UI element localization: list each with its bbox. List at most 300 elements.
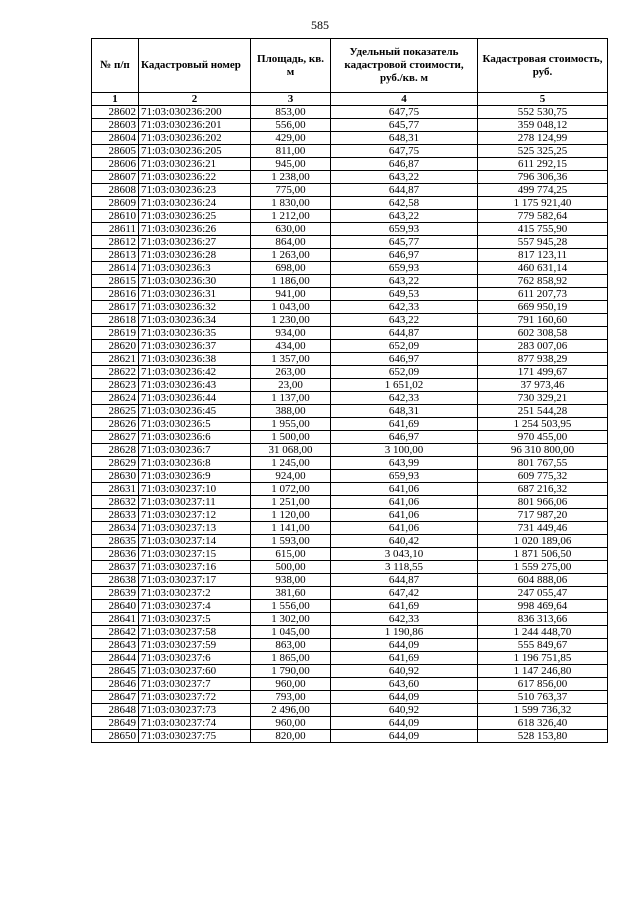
area-cell: 1 238,00 (251, 171, 331, 184)
area-cell: 853,00 (251, 106, 331, 119)
header-row (92, 39, 608, 93)
cadastral-number-cell: 71:03:030236:6 (139, 431, 251, 444)
area-cell: 1 830,00 (251, 197, 331, 210)
row-number-cell: 28620 (92, 340, 139, 353)
cadastral-number-cell: 71:03:030236:9 (139, 470, 251, 483)
area-cell: 924,00 (251, 470, 331, 483)
header-row-number: № п/п (92, 39, 139, 93)
cadastral-value-cell: 604 888,06 (478, 574, 608, 587)
cadastral-value-cell: 251 544,28 (478, 405, 608, 418)
unit-value-cell: 643,22 (331, 314, 478, 327)
area-cell: 960,00 (251, 678, 331, 691)
table-row (92, 717, 608, 730)
table-header (92, 39, 608, 106)
table-row (92, 548, 608, 561)
area-cell: 1 212,00 (251, 210, 331, 223)
cadastral-number-cell: 71:03:030236:21 (139, 158, 251, 171)
table-row (92, 288, 608, 301)
table-row (92, 574, 608, 587)
cadastral-value-cell: 611 292,15 (478, 158, 608, 171)
area-cell: 1 043,00 (251, 301, 331, 314)
cadastral-value-cell: 1 559 275,00 (478, 561, 608, 574)
cadastral-value-cell: 970 455,00 (478, 431, 608, 444)
row-number-cell: 28621 (92, 353, 139, 366)
cadastral-value-cell: 528 153,80 (478, 730, 608, 743)
row-number-cell: 28644 (92, 652, 139, 665)
header-cadastral-number: Кадастровый номер (139, 39, 251, 93)
cadastral-number-cell: 71:03:030237:12 (139, 509, 251, 522)
area-cell: 434,00 (251, 340, 331, 353)
table-row (92, 210, 608, 223)
table-row (92, 106, 608, 119)
unit-value-cell: 641,06 (331, 522, 478, 535)
cadastral-value-cell: 877 938,29 (478, 353, 608, 366)
unit-value-cell: 641,69 (331, 652, 478, 665)
table-row (92, 301, 608, 314)
table-row (92, 535, 608, 548)
unit-value-cell: 643,99 (331, 457, 478, 470)
area-cell: 775,00 (251, 184, 331, 197)
cadastral-value-cell: 278 124,99 (478, 132, 608, 145)
cadastral-value-cell: 555 849,67 (478, 639, 608, 652)
unit-value-cell: 648,31 (331, 132, 478, 145)
cadastral-number-cell: 71:03:030237:59 (139, 639, 251, 652)
column-number: 5 (478, 93, 608, 106)
table-row (92, 704, 608, 717)
area-cell: 1 141,00 (251, 522, 331, 535)
table-row (92, 379, 608, 392)
row-number-cell: 28632 (92, 496, 139, 509)
cadastral-value-cell: 817 123,11 (478, 249, 608, 262)
row-number-cell: 28606 (92, 158, 139, 171)
unit-value-cell: 644,09 (331, 691, 478, 704)
area-cell: 793,00 (251, 691, 331, 704)
cadastral-number-cell: 71:03:030237:15 (139, 548, 251, 561)
unit-value-cell: 659,93 (331, 223, 478, 236)
row-number-cell: 28602 (92, 106, 139, 119)
area-cell: 1 790,00 (251, 665, 331, 678)
row-number-cell: 28646 (92, 678, 139, 691)
header-cadastral-value: Кадастровая стоимость, руб. (478, 39, 608, 93)
cadastral-number-cell: 71:03:030236:3 (139, 262, 251, 275)
cadastral-number-cell: 71:03:030236:37 (139, 340, 251, 353)
area-cell: 1 186,00 (251, 275, 331, 288)
column-number: 1 (92, 93, 139, 106)
table-row (92, 171, 608, 184)
row-number-cell: 28641 (92, 613, 139, 626)
unit-value-cell: 646,97 (331, 353, 478, 366)
row-number-cell: 28616 (92, 288, 139, 301)
cadastral-value-cell: 1 599 736,32 (478, 704, 608, 717)
cadastral-value-cell: 618 326,40 (478, 717, 608, 730)
cadastral-number-cell: 71:03:030237:13 (139, 522, 251, 535)
row-number-cell: 28635 (92, 535, 139, 548)
area-cell: 1 245,00 (251, 457, 331, 470)
table-row (92, 197, 608, 210)
cadastral-value-cell: 525 325,25 (478, 145, 608, 158)
table-row (92, 561, 608, 574)
area-cell: 429,00 (251, 132, 331, 145)
cadastral-value-cell: 731 449,46 (478, 522, 608, 535)
unit-value-cell: 652,09 (331, 340, 478, 353)
unit-value-cell: 652,09 (331, 366, 478, 379)
cadastral-number-cell: 71:03:030237:58 (139, 626, 251, 639)
area-cell: 23,00 (251, 379, 331, 392)
cadastral-number-cell: 71:03:030236:205 (139, 145, 251, 158)
unit-value-cell: 643,22 (331, 210, 478, 223)
row-number-cell: 28619 (92, 327, 139, 340)
header-unit-value: Удельный показатель кадастровой стоимости, руб./кв. м (331, 39, 478, 93)
row-number-cell: 28631 (92, 483, 139, 496)
area-cell: 698,00 (251, 262, 331, 275)
cadastral-value-cell: 801 767,55 (478, 457, 608, 470)
row-number-cell: 28624 (92, 392, 139, 405)
table-row (92, 223, 608, 236)
cadastral-number-cell: 71:03:030236:8 (139, 457, 251, 470)
row-number-cell: 28618 (92, 314, 139, 327)
table-row (92, 730, 608, 743)
cadastral-number-cell: 71:03:030237:11 (139, 496, 251, 509)
cadastral-value-cell: 96 310 800,00 (478, 444, 608, 457)
cadastral-number-cell: 71:03:030236:35 (139, 327, 251, 340)
unit-value-cell: 642,33 (331, 613, 478, 626)
unit-value-cell: 640,92 (331, 665, 478, 678)
area-cell: 1 120,00 (251, 509, 331, 522)
cadastral-value-cell: 602 308,58 (478, 327, 608, 340)
cadastral-number-cell: 71:03:030237:6 (139, 652, 251, 665)
row-number-cell: 28647 (92, 691, 139, 704)
cadastral-number-cell: 71:03:030236:7 (139, 444, 251, 457)
table-row (92, 327, 608, 340)
cadastral-number-cell: 71:03:030236:28 (139, 249, 251, 262)
cadastral-value-cell: 171 499,67 (478, 366, 608, 379)
cadastral-value-cell: 499 774,25 (478, 184, 608, 197)
cadastral-value-cell: 796 306,36 (478, 171, 608, 184)
area-cell: 960,00 (251, 717, 331, 730)
area-cell: 863,00 (251, 639, 331, 652)
unit-value-cell: 641,69 (331, 600, 478, 613)
table-body (92, 106, 608, 743)
cadastral-number-cell: 71:03:030237:75 (139, 730, 251, 743)
row-number-cell: 28649 (92, 717, 139, 730)
cadastral-value-table (91, 38, 608, 743)
unit-value-cell: 3 043,10 (331, 548, 478, 561)
cadastral-value-cell: 552 530,75 (478, 106, 608, 119)
unit-value-cell: 644,09 (331, 639, 478, 652)
table-row (92, 158, 608, 171)
column-number: 4 (331, 93, 478, 106)
row-number-cell: 28640 (92, 600, 139, 613)
unit-value-cell: 640,42 (331, 535, 478, 548)
header-area: Площадь, кв. м (251, 39, 331, 93)
table-row (92, 496, 608, 509)
row-number-cell: 28611 (92, 223, 139, 236)
area-cell: 1 251,00 (251, 496, 331, 509)
cadastral-number-cell: 71:03:030236:25 (139, 210, 251, 223)
cadastral-number-cell: 71:03:030236:23 (139, 184, 251, 197)
cadastral-value-cell: 801 966,06 (478, 496, 608, 509)
area-cell: 945,00 (251, 158, 331, 171)
cadastral-number-cell: 71:03:030236:5 (139, 418, 251, 431)
row-number-cell: 28625 (92, 405, 139, 418)
table-row (92, 353, 608, 366)
cadastral-number-cell: 71:03:030236:200 (139, 106, 251, 119)
row-number-cell: 28645 (92, 665, 139, 678)
table-row (92, 275, 608, 288)
unit-value-cell: 646,97 (331, 249, 478, 262)
cadastral-value-cell: 791 160,60 (478, 314, 608, 327)
column-number: 3 (251, 93, 331, 106)
unit-value-cell: 642,58 (331, 197, 478, 210)
cadastral-number-cell: 71:03:030236:32 (139, 301, 251, 314)
unit-value-cell: 647,42 (331, 587, 478, 600)
cadastral-number-cell: 71:03:030236:201 (139, 119, 251, 132)
cadastral-value-cell: 1 175 921,40 (478, 197, 608, 210)
area-cell: 934,00 (251, 327, 331, 340)
row-number-cell: 28628 (92, 444, 139, 457)
cadastral-value-cell: 1 871 506,50 (478, 548, 608, 561)
area-cell: 630,00 (251, 223, 331, 236)
row-number-cell: 28629 (92, 457, 139, 470)
table-row (92, 678, 608, 691)
area-cell: 938,00 (251, 574, 331, 587)
unit-value-cell: 659,93 (331, 470, 478, 483)
area-cell: 556,00 (251, 119, 331, 132)
row-number-cell: 28603 (92, 119, 139, 132)
table-row (92, 431, 608, 444)
unit-value-cell: 645,77 (331, 236, 478, 249)
cadastral-number-cell: 71:03:030236:24 (139, 197, 251, 210)
cadastral-value-cell: 37 973,46 (478, 379, 608, 392)
cadastral-value-cell: 730 329,21 (478, 392, 608, 405)
cadastral-number-cell: 71:03:030236:38 (139, 353, 251, 366)
area-cell: 1 593,00 (251, 535, 331, 548)
area-cell: 1 230,00 (251, 314, 331, 327)
row-number-cell: 28609 (92, 197, 139, 210)
cadastral-value-cell: 557 945,28 (478, 236, 608, 249)
cadastral-value-cell: 669 950,19 (478, 301, 608, 314)
cadastral-value-cell: 609 775,32 (478, 470, 608, 483)
cadastral-number-cell: 71:03:030237:73 (139, 704, 251, 717)
cadastral-number-cell: 71:03:030237:5 (139, 613, 251, 626)
row-number-cell: 28613 (92, 249, 139, 262)
table-row (92, 314, 608, 327)
row-number-cell: 28608 (92, 184, 139, 197)
area-cell: 31 068,00 (251, 444, 331, 457)
unit-value-cell: 641,69 (331, 418, 478, 431)
unit-value-cell: 640,92 (331, 704, 478, 717)
cadastral-value-cell: 998 469,64 (478, 600, 608, 613)
column-number: 2 (139, 93, 251, 106)
cadastral-number-cell: 71:03:030236:42 (139, 366, 251, 379)
area-cell: 820,00 (251, 730, 331, 743)
table-row (92, 522, 608, 535)
row-number-cell: 28643 (92, 639, 139, 652)
row-number-cell: 28642 (92, 626, 139, 639)
row-number-cell: 28607 (92, 171, 139, 184)
unit-value-cell: 643,22 (331, 275, 478, 288)
cadastral-value-cell: 836 313,66 (478, 613, 608, 626)
cadastral-number-cell: 71:03:030236:30 (139, 275, 251, 288)
area-cell: 2 496,00 (251, 704, 331, 717)
table-row (92, 236, 608, 249)
cadastral-number-cell: 71:03:030237:72 (139, 691, 251, 704)
unit-value-cell: 644,87 (331, 327, 478, 340)
area-cell: 263,00 (251, 366, 331, 379)
area-cell: 381,60 (251, 587, 331, 600)
table-row (92, 145, 608, 158)
unit-value-cell: 644,09 (331, 730, 478, 743)
area-cell: 1 137,00 (251, 392, 331, 405)
unit-value-cell: 645,77 (331, 119, 478, 132)
table-row (92, 457, 608, 470)
page-number: 585 (311, 18, 329, 32)
cadastral-value-cell: 1 254 503,95 (478, 418, 608, 431)
row-number-cell: 28617 (92, 301, 139, 314)
row-number-cell: 28622 (92, 366, 139, 379)
cadastral-number-cell: 71:03:030236:43 (139, 379, 251, 392)
table-row (92, 665, 608, 678)
area-cell: 1 556,00 (251, 600, 331, 613)
area-cell: 1 865,00 (251, 652, 331, 665)
area-cell: 864,00 (251, 236, 331, 249)
row-number-cell: 28637 (92, 561, 139, 574)
area-cell: 1 072,00 (251, 483, 331, 496)
table-row (92, 626, 608, 639)
area-cell: 941,00 (251, 288, 331, 301)
table-row (92, 444, 608, 457)
cadastral-number-cell: 71:03:030237:10 (139, 483, 251, 496)
cadastral-number-cell: 71:03:030236:44 (139, 392, 251, 405)
cadastral-number-cell: 71:03:030237:16 (139, 561, 251, 574)
cadastral-value-cell: 1 020 189,06 (478, 535, 608, 548)
unit-value-cell: 646,97 (331, 431, 478, 444)
unit-value-cell: 641,06 (331, 509, 478, 522)
table-row (92, 249, 608, 262)
row-number-cell: 28639 (92, 587, 139, 600)
unit-value-cell: 641,06 (331, 483, 478, 496)
cadastral-number-cell: 71:03:030236:202 (139, 132, 251, 145)
cadastral-number-cell: 71:03:030237:7 (139, 678, 251, 691)
table-row (92, 509, 608, 522)
cadastral-number-cell: 71:03:030236:31 (139, 288, 251, 301)
unit-value-cell: 3 100,00 (331, 444, 478, 457)
unit-value-cell: 642,33 (331, 301, 478, 314)
row-number-cell: 28614 (92, 262, 139, 275)
unit-value-cell: 646,87 (331, 158, 478, 171)
area-cell: 1 500,00 (251, 431, 331, 444)
table-row (92, 600, 608, 613)
table-row (92, 340, 608, 353)
cadastral-value-cell: 415 755,90 (478, 223, 608, 236)
unit-value-cell: 3 118,55 (331, 561, 478, 574)
cadastral-number-cell: 71:03:030237:14 (139, 535, 251, 548)
unit-value-cell: 644,87 (331, 184, 478, 197)
table-row (92, 639, 608, 652)
cadastral-value-cell: 1 244 448,70 (478, 626, 608, 639)
row-number-cell: 28650 (92, 730, 139, 743)
area-cell: 615,00 (251, 548, 331, 561)
table-row (92, 470, 608, 483)
unit-value-cell: 659,93 (331, 262, 478, 275)
area-cell: 1 357,00 (251, 353, 331, 366)
area-cell: 500,00 (251, 561, 331, 574)
row-number-cell: 28648 (92, 704, 139, 717)
unit-value-cell: 641,06 (331, 496, 478, 509)
row-number-cell: 28634 (92, 522, 139, 535)
table-row (92, 587, 608, 600)
row-number-cell: 28633 (92, 509, 139, 522)
unit-value-cell: 647,75 (331, 106, 478, 119)
cadastral-number-cell: 71:03:030237:60 (139, 665, 251, 678)
cadastral-value-cell: 247 055,47 (478, 587, 608, 600)
cadastral-value-cell: 779 582,64 (478, 210, 608, 223)
cadastral-number-cell: 71:03:030237:17 (139, 574, 251, 587)
table-row (92, 119, 608, 132)
cadastral-value-cell: 510 763,37 (478, 691, 608, 704)
row-number-cell: 28610 (92, 210, 139, 223)
cadastral-number-cell: 71:03:030236:34 (139, 314, 251, 327)
cadastral-value-cell: 617 856,00 (478, 678, 608, 691)
unit-value-cell: 644,87 (331, 574, 478, 587)
row-number-cell: 28615 (92, 275, 139, 288)
row-number-cell: 28626 (92, 418, 139, 431)
cadastral-value-cell: 762 858,92 (478, 275, 608, 288)
cadastral-value-cell: 611 207,73 (478, 288, 608, 301)
row-number-cell: 28636 (92, 548, 139, 561)
cadastral-value-cell: 460 631,14 (478, 262, 608, 275)
row-number-cell: 28638 (92, 574, 139, 587)
unit-value-cell: 644,09 (331, 717, 478, 730)
row-number-cell: 28627 (92, 431, 139, 444)
table-row (92, 691, 608, 704)
area-cell: 1 263,00 (251, 249, 331, 262)
table-row (92, 184, 608, 197)
area-cell: 1 955,00 (251, 418, 331, 431)
unit-value-cell: 648,31 (331, 405, 478, 418)
row-number-cell: 28630 (92, 470, 139, 483)
table-row (92, 483, 608, 496)
cadastral-number-cell: 71:03:030236:27 (139, 236, 251, 249)
cadastral-number-cell: 71:03:030236:45 (139, 405, 251, 418)
table-row (92, 392, 608, 405)
table-row (92, 652, 608, 665)
cadastral-number-cell: 71:03:030237:4 (139, 600, 251, 613)
row-number-cell: 28605 (92, 145, 139, 158)
cadastral-value-cell: 687 216,32 (478, 483, 608, 496)
row-number-cell: 28623 (92, 379, 139, 392)
unit-value-cell: 647,75 (331, 145, 478, 158)
table-row (92, 405, 608, 418)
cadastral-value-cell: 283 007,06 (478, 340, 608, 353)
cadastral-value-cell: 1 147 246,80 (478, 665, 608, 678)
area-cell: 388,00 (251, 405, 331, 418)
table-row (92, 262, 608, 275)
table-row (92, 366, 608, 379)
unit-value-cell: 1 651,02 (331, 379, 478, 392)
cadastral-number-cell: 71:03:030236:26 (139, 223, 251, 236)
area-cell: 1 302,00 (251, 613, 331, 626)
table-row (92, 613, 608, 626)
cadastral-number-cell: 71:03:030237:74 (139, 717, 251, 730)
cadastral-number-cell: 71:03:030236:22 (139, 171, 251, 184)
cadastral-number-cell: 71:03:030237:2 (139, 587, 251, 600)
column-number-row (92, 93, 608, 106)
table-row (92, 132, 608, 145)
unit-value-cell: 649,53 (331, 288, 478, 301)
unit-value-cell: 642,33 (331, 392, 478, 405)
table-row (92, 418, 608, 431)
